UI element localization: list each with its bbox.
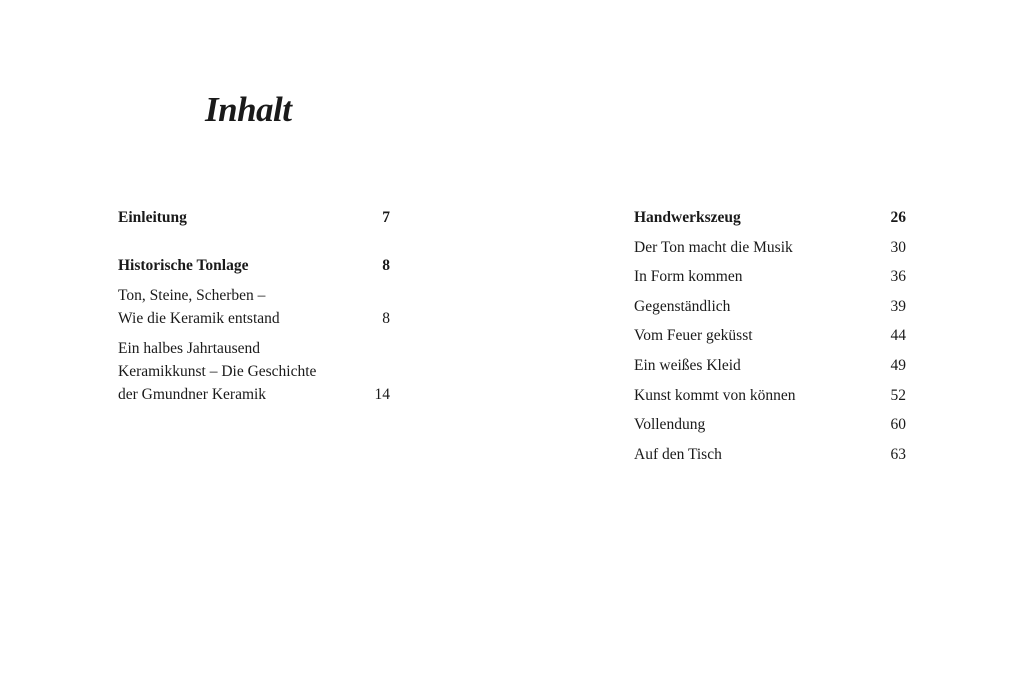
toc-entry-page: 52 [890, 386, 906, 404]
toc-entry-page: 30 [890, 238, 906, 256]
toc-entry-page: 49 [890, 356, 906, 374]
toc-entry-label: Kunst kommt von können [634, 386, 796, 404]
toc-entry [634, 236, 906, 259]
toc-entry [118, 284, 390, 330]
toc-entry-label: Gegenständlich [634, 297, 731, 315]
toc-entry [634, 384, 906, 407]
toc-entry-label: Auf den Tisch [634, 445, 722, 463]
toc-entry-label: In Form kommen [634, 268, 743, 286]
toc-entry-label: Der Ton macht die Musik [634, 238, 793, 256]
toc-entry-page: 14 [374, 386, 390, 403]
toc-entry-page: 7 [382, 209, 390, 226]
toc-entry [634, 295, 906, 318]
toc-section-entry [634, 206, 906, 229]
toc-entry-page: 8 [382, 257, 390, 274]
toc-entry-page: 63 [890, 445, 906, 463]
toc-entry-page: 39 [890, 297, 906, 315]
toc-entry-page: 36 [890, 268, 906, 286]
toc-entry [634, 443, 906, 466]
toc-section-entry [118, 254, 390, 277]
toc-entry [634, 413, 906, 436]
toc-entry-label: Historische Tonlage [118, 257, 249, 274]
toc-entry-page: 60 [890, 416, 906, 434]
toc-entry-label: Vom Feuer geküsst [634, 327, 753, 345]
toc-entry-label: Einleitung [118, 209, 187, 226]
toc-entry [634, 354, 906, 377]
toc-entry-label: Vollendung [634, 416, 706, 434]
toc-entry-label: Ein weißes Kleid [634, 356, 741, 374]
toc-section-entry [118, 206, 390, 229]
toc-left-column [118, 206, 390, 406]
toc-entry-page: 26 [890, 209, 906, 226]
toc-entry [118, 337, 390, 406]
toc-entry-label: Ton, Steine, Scherben – Wie die Keramik entstand [118, 287, 280, 327]
page-title: Inhalt [205, 90, 292, 129]
toc-right-column [634, 206, 906, 466]
toc-entry [634, 324, 906, 347]
toc-entry-page: 44 [890, 327, 906, 345]
toc-entry-label: Handwerkszeug [634, 209, 741, 226]
toc-entry-page: 8 [382, 310, 390, 327]
toc-entry [634, 265, 906, 288]
toc-entry-label: Ein halbes Jahrtausend Keramikkunst – Die Geschichte der Gmundner Keramik [118, 340, 317, 403]
